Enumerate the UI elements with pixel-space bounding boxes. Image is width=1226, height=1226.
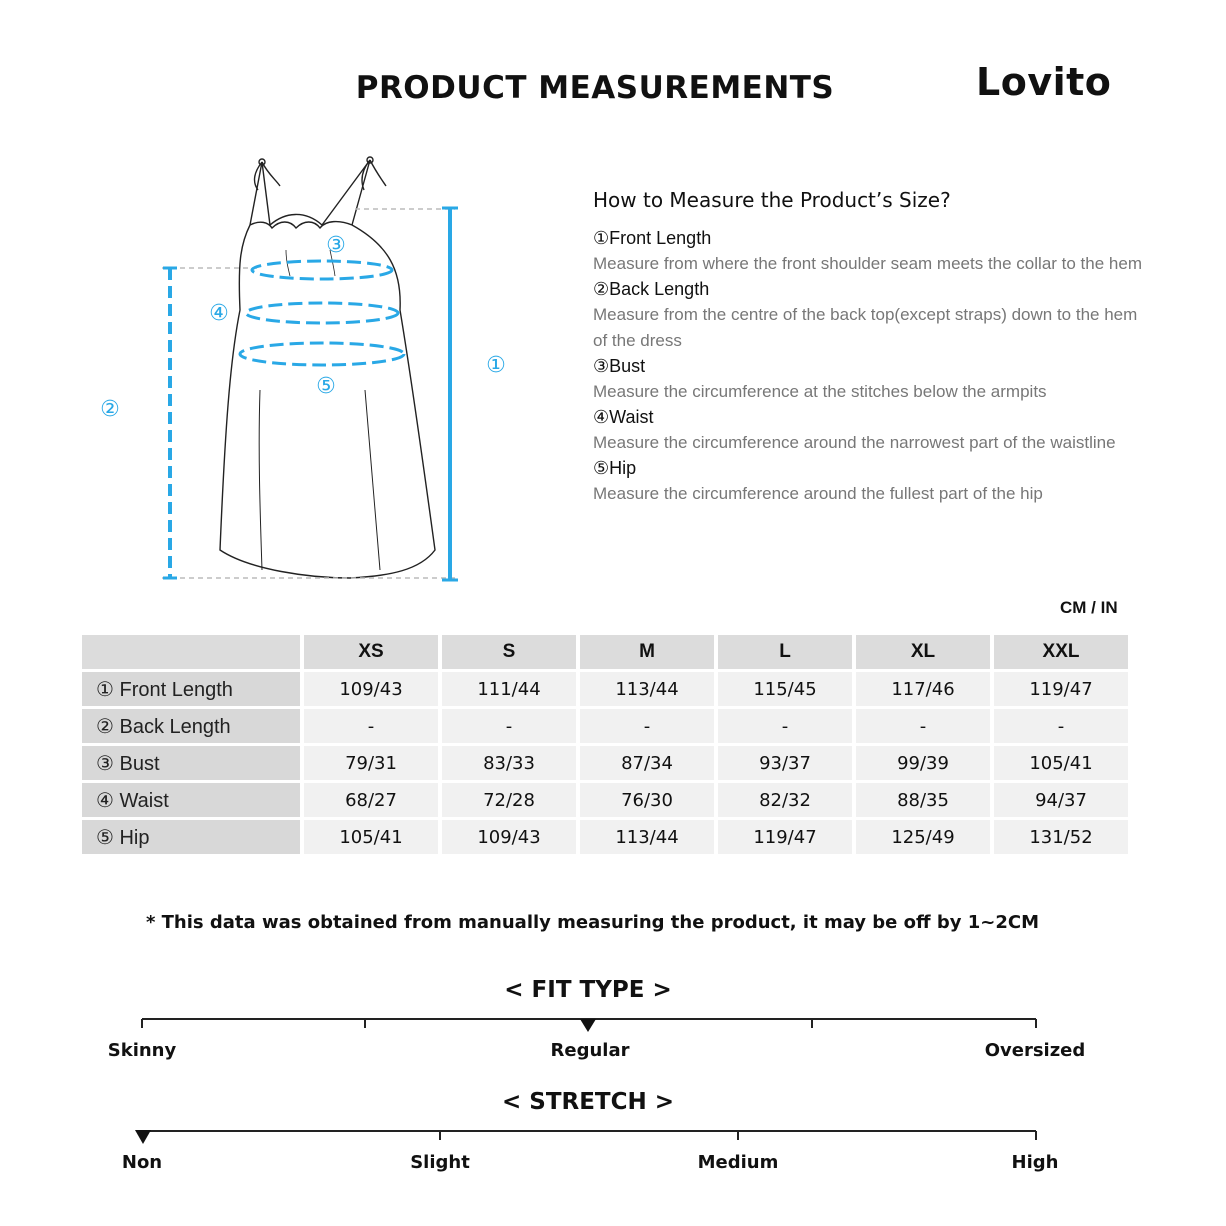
size-header: L [718,635,852,669]
fit-label-skinny: Skinny [107,1040,177,1061]
measurement-guide [593,226,1153,507]
row-label: ⑤ Hip [82,820,300,854]
brand-logo: Lovito [976,60,1112,104]
stretch-label-non: Non [121,1152,163,1173]
guide-item-hip [593,456,1153,507]
unit-label: CM / IN [1060,598,1118,617]
table-corner [82,635,300,669]
fit-label-oversized: Oversized [984,1040,1086,1061]
guide-item-label: ⑤Hip [593,458,637,478]
table-row [82,672,1128,706]
table-cell: 109/43 [304,672,438,706]
stretch-title: < STRETCH > [501,1089,675,1115]
dress-measurement-diagram [90,150,520,590]
table-row [82,820,1128,854]
table-cell: - [442,709,576,743]
fit-type-marker-icon [580,1019,596,1032]
table-cell: 119/47 [994,672,1128,706]
guide-item-back-length [593,277,1153,354]
guide-item-desc: Measure from where the front shoulder seam meets the collar to the hem [593,254,1142,273]
size-header: XS [304,635,438,669]
stretch-label-high: High [1011,1152,1059,1173]
guide-item-label: ③Bust [593,356,646,376]
table-cell: 105/41 [304,820,438,854]
guide-item-bust [593,354,1153,405]
table-cell: 117/46 [856,672,990,706]
table-cell: 94/37 [994,783,1128,817]
table-cell: 76/30 [580,783,714,817]
marker-bust: ③ [326,233,346,258]
marker-hip: ⑤ [316,374,336,399]
dress-outline-icon [220,157,435,578]
table-cell: 113/44 [580,820,714,854]
table-cell: 87/34 [580,746,714,780]
table-cell: 82/32 [718,783,852,817]
row-label: ② Back Length [82,709,300,743]
table-cell: 109/43 [442,820,576,854]
marker-back-length: ② [100,397,120,422]
table-cell: 83/33 [442,746,576,780]
stretch-label-medium: Medium [697,1152,779,1173]
waist-line [246,303,398,323]
table-cell: 88/35 [856,783,990,817]
table-row [82,746,1128,780]
table-cell: 125/49 [856,820,990,854]
stretch-scale [130,1126,1050,1148]
guide-item-label: ④Waist [593,407,654,427]
table-cell: - [304,709,438,743]
table-cell: 105/41 [994,746,1128,780]
table-cell: 113/44 [580,672,714,706]
fit-label-regular: Regular [550,1040,630,1061]
table-cell: 99/39 [856,746,990,780]
page-title: PRODUCT MEASUREMENTS [355,70,835,106]
fit-type-scale [130,1014,1050,1034]
row-label: ④ Waist [82,783,300,817]
size-header: XXL [994,635,1128,669]
table-cell: 93/37 [718,746,852,780]
hip-line [240,343,404,365]
guide-item-desc: Measure from the centre of the back top(except straps) down to the hem of the dress [593,305,1138,350]
table-cell: - [718,709,852,743]
table-row [82,783,1128,817]
table-cell: 79/31 [304,746,438,780]
marker-waist: ④ [209,301,229,326]
table-cell: - [994,709,1128,743]
table-cell: 115/45 [718,672,852,706]
guide-item-front-length [593,226,1153,277]
guide-item-label: ①Front Length [593,228,712,248]
guide-item-label: ②Back Length [593,279,710,299]
row-label: ③ Bust [82,746,300,780]
table-row [82,709,1128,743]
guide-item-desc: Measure the circumference at the stitches below the armpits [593,382,1047,401]
marker-front-length: ① [486,353,506,378]
fit-type-title: < FIT TYPE > [504,977,672,1003]
guide-item-desc: Measure the circumference around the fullest part of the hip [593,484,1043,503]
size-header: M [580,635,714,669]
stretch-label-slight: Slight [410,1152,470,1173]
row-label: ① Front Length [82,672,300,706]
table-cell: 131/52 [994,820,1128,854]
guide-item-desc: Measure the circumference around the narrowest part of the waistline [593,433,1116,452]
table-cell: 68/27 [304,783,438,817]
table-header-row [82,635,1128,669]
table-cell: 119/47 [718,820,852,854]
table-cell: - [856,709,990,743]
guide-heading: How to Measure the Product’s Size? [593,188,951,212]
table-cell: 72/28 [442,783,576,817]
bust-line [252,261,392,279]
size-table [78,632,1132,857]
guide-item-waist [593,405,1153,456]
size-header: S [442,635,576,669]
stretch-marker-icon [135,1130,151,1144]
measurement-note: * This data was obtained from manually measuring the product, it may be off by 1~2CM [145,912,1040,933]
table-cell: - [580,709,714,743]
size-header: XL [856,635,990,669]
table-cell: 111/44 [442,672,576,706]
